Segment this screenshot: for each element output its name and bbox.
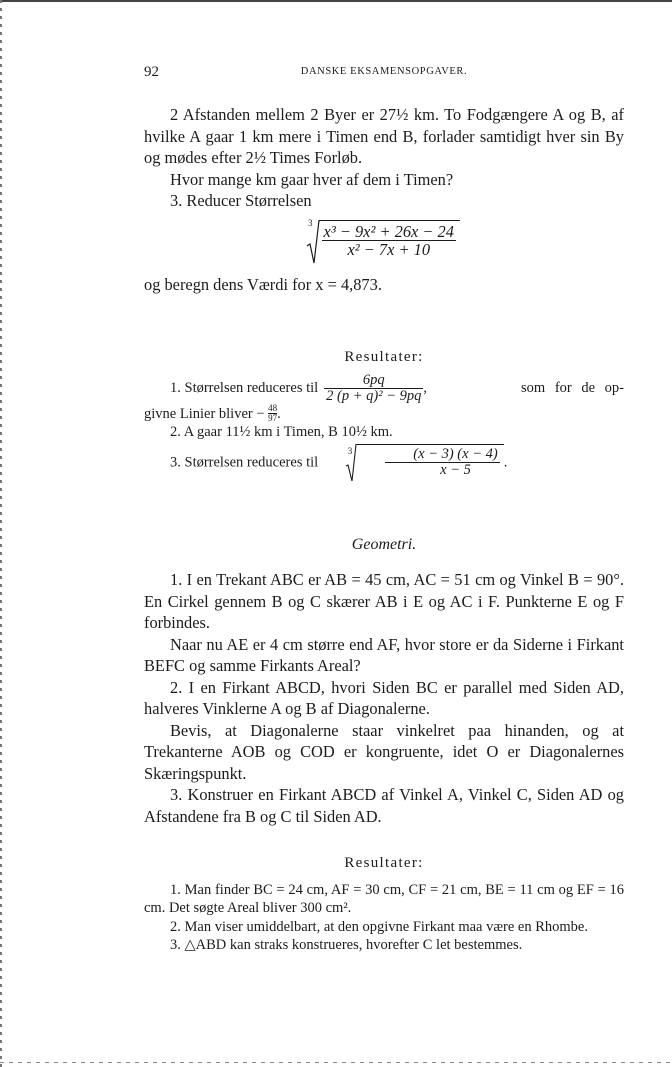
result-3 — [144, 444, 624, 482]
radicand-denominator: x² − 7x + 10 — [347, 239, 431, 259]
running-head: DANSKE EKSAMENSOPGAVER. — [300, 66, 468, 77]
result-1-tail: som for de op- — [521, 379, 624, 396]
small-fraction-denominator: 97 — [268, 412, 278, 423]
result-3-radicand — [357, 444, 503, 482]
page-number: 92 — [144, 64, 159, 80]
radicand — [320, 220, 460, 264]
geometry-result-2: 2. Man viser umiddelbart, at den opgivne Firkant maa være en Rhombe. — [170, 918, 588, 935]
result-1-line-2-suffix: . — [277, 405, 281, 422]
result-1-line-2-prefix: givne Linier bliver − — [144, 405, 265, 422]
result-3-suffix: . — [503, 454, 508, 471]
results-heading-algebra: Resultater: — [344, 349, 424, 365]
results-heading-geometry: Resultater: — [344, 855, 424, 872]
problem-2-question: Hvor mange km gaar hver af dem i Timen? — [170, 169, 454, 189]
result-1-denominator: 2 (p + q)² − 9pq — [326, 387, 422, 404]
results-geometry — [144, 881, 624, 955]
geometry-result-1: 1. Man finder BC = 24 cm, AF = 30 cm, CF = 21 cm, BE = 11 cm og EF = 16 cm. Det søgte Areal bliver 300 cm². — [144, 881, 624, 917]
result-3-cube-root — [322, 444, 504, 482]
page-edge-bottom — [0, 1062, 672, 1063]
geometry-result-3: 3. △ABD kan straks konstrueres, hvorefter C let bestemmes. — [170, 937, 523, 954]
result-1-fraction — [324, 373, 423, 404]
page — [144, 58, 624, 955]
problem-3-tail: og beregn dens Værdi for x = 4,873. — [144, 274, 382, 294]
cube-root — [308, 217, 460, 264]
page-header — [144, 58, 624, 82]
result-3-fraction — [385, 447, 499, 478]
results-algebra — [144, 373, 624, 482]
radicand-fraction — [322, 223, 456, 258]
geometry-problem-1-question: Naar nu AE er 4 cm større end AF, hvor store er da Siderne i Firkant BEFC og samme Firkants Areal? — [144, 634, 624, 676]
result-1-comma: , — [423, 379, 427, 396]
problem-2-text: 2 Afstanden mellem 2 Byer er 27½ km. To Fodgængere A og B, af hvilke A gaar 1 km mere i Timen end B, forlader samtidigt hver sin By og mødes efter 2½ Times Forløb. — [144, 105, 624, 167]
result-1-line-2 — [144, 404, 624, 424]
geometry-problem-2-proof: Bevis, at Diagonalerne staar vinkelret paa hinanden, og at Trekanterne AOB og COD er kongruente, idet O er Diagonalernes Skæringspunkt. — [144, 720, 624, 783]
problem-3-formula — [144, 217, 624, 264]
result-3-prefix: 3. Størrelsen reduceres til — [170, 454, 319, 471]
small-fraction-numerator: 48 — [268, 402, 278, 413]
radical-index: 3 — [308, 217, 313, 228]
geometry-problem-2: 2. I en Firkant ABCD, hvori Siden BC er parallel med Siden AD, halveres Vinklerne A og B af Diagonalerne. — [144, 677, 624, 719]
result-1-prefix: 1. Størrelsen reduceres til — [170, 379, 319, 396]
result-3-radical-index: 3 — [347, 445, 353, 456]
result-1-small-fraction — [268, 404, 277, 423]
result-3-denominator: x − 5 — [440, 462, 471, 479]
page-edge-top — [0, 0, 672, 2]
result-1-numerator: 6pq — [324, 373, 423, 389]
geometry-problem-1: 1. I en Trekant ABC er AB = 45 cm, AC = 51 cm og Vinkel B = 90°. En Cirkel gennem B og C skærer AB i E og AC i F. Punkterne E og F forbindes. — [144, 570, 624, 633]
result-2: 2. A gaar 11½ km i Timen, B 10½ km. — [170, 424, 393, 441]
geometry-heading: Geometri. — [351, 535, 417, 553]
geometry-problem-3: 3. Konstruer en Firkant ABCD af Vinkel A, Vinkel C, Siden AD og Afstandene fra B og C til Siden AD. — [144, 785, 624, 826]
result-1-line — [144, 373, 624, 404]
result-3-numerator: (x − 3) (x − 4) — [385, 447, 499, 463]
problem-3-label: 3. Reducer Størrelsen — [170, 191, 312, 210]
radicand-numerator: x³ − 9x² + 26x − 24 — [323, 221, 454, 241]
page-edge-left — [0, 0, 2, 1067]
